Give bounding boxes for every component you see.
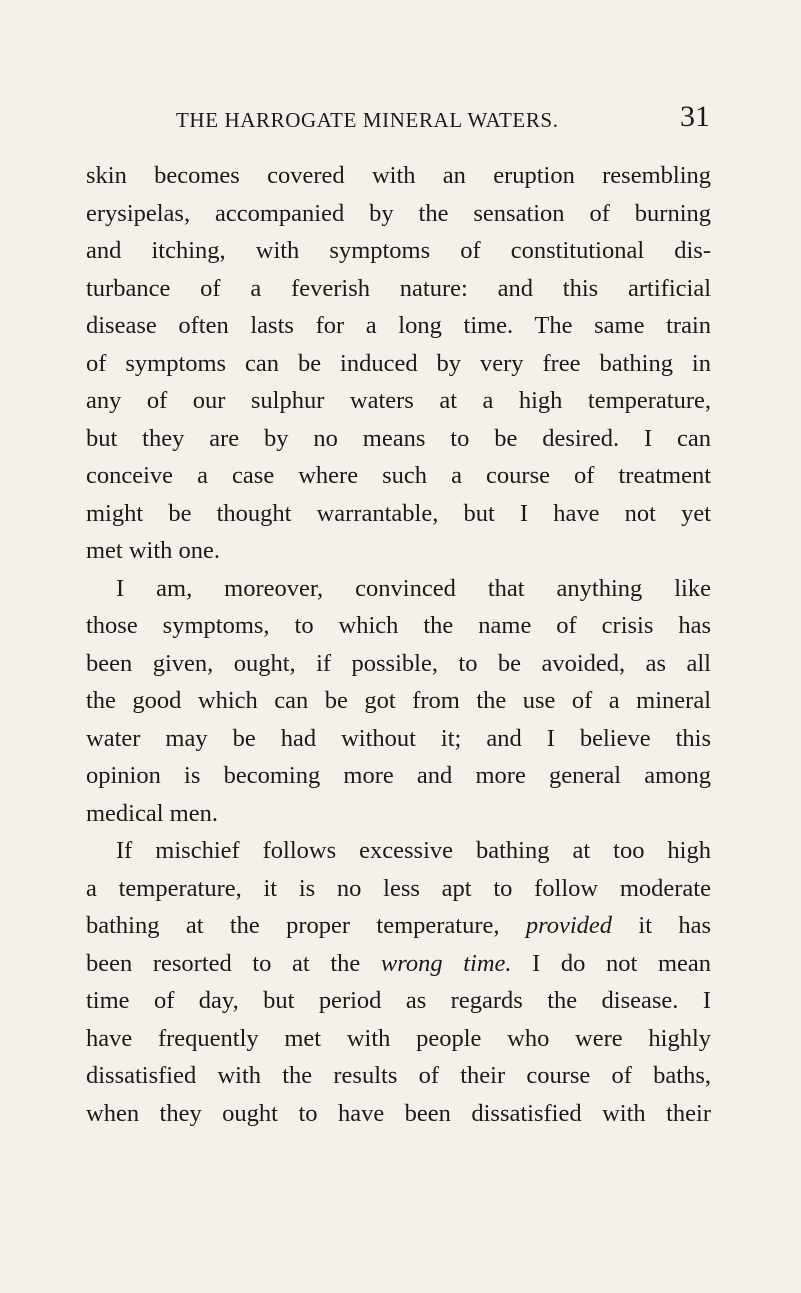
text-line: [86, 907, 711, 945]
text-line: a temperature, it is no less apt to follow moderate: [86, 874, 711, 902]
text-segment: been resorted to at the: [86, 949, 381, 977]
body-text: [86, 157, 711, 1132]
text-line: the good which can be got from the use of a mineral: [86, 687, 711, 714]
text-line: might be thought warrantable, but I have not yet: [86, 499, 711, 527]
text-line: opinion is becoming more and more general among: [86, 762, 711, 789]
running-title: THE HARROGATE MINERAL WATERS.: [176, 108, 559, 132]
text-line: I am, moreover, convinced that anything like: [116, 574, 711, 602]
text-line: erysipelas, accompanied by the sensation of burning: [86, 199, 711, 227]
text-line: of symptoms can be induced by very free bathing in: [86, 349, 711, 377]
text-line: have frequently met with people who were highly: [86, 1024, 711, 1052]
text-line: disease often lasts for a long time. The same train: [86, 312, 711, 339]
text-line: met with one.: [86, 537, 221, 564]
page-number: 31: [680, 100, 710, 133]
italic-phrase: wrong time.: [380, 949, 512, 977]
text-line: time of day, but period as regards the disease. I: [86, 987, 711, 1014]
text-line: turbance of a feverish nature: and this artificial: [86, 274, 711, 302]
italic-phrase: provided: [525, 912, 613, 939]
text-line: dissatisfied with the results of their course of baths,: [86, 1062, 711, 1089]
text-line: water may be had without it; and I believe this: [86, 724, 711, 752]
text-line: [86, 945, 711, 983]
text-line: when they ought to have been dissatisfied with their: [86, 1099, 711, 1127]
text-line: but they are by no means to be desired. I can: [86, 424, 711, 452]
running-header: [176, 100, 710, 140]
text-segment: it has: [612, 912, 711, 939]
text-line: any of our sulphur waters at a high temperature,: [86, 387, 711, 414]
text-segment: bathing at the proper temperature,: [86, 912, 526, 939]
text-line: conceive a case where such a course of treatment: [86, 462, 711, 489]
text-line: been given, ought, if possible, to be avoided, as all: [86, 649, 711, 677]
text-line: skin becomes covered with an eruption resembling: [86, 162, 711, 189]
text-line: If mischief follows excessive bathing at too high: [116, 837, 711, 864]
text-segment: I do not mean: [511, 949, 711, 977]
text-line: those symptoms, to which the name of crisis has: [86, 612, 711, 639]
text-line: and itching, with symptoms of constitutional dis-: [86, 237, 711, 264]
text-line: medical men.: [86, 799, 218, 827]
